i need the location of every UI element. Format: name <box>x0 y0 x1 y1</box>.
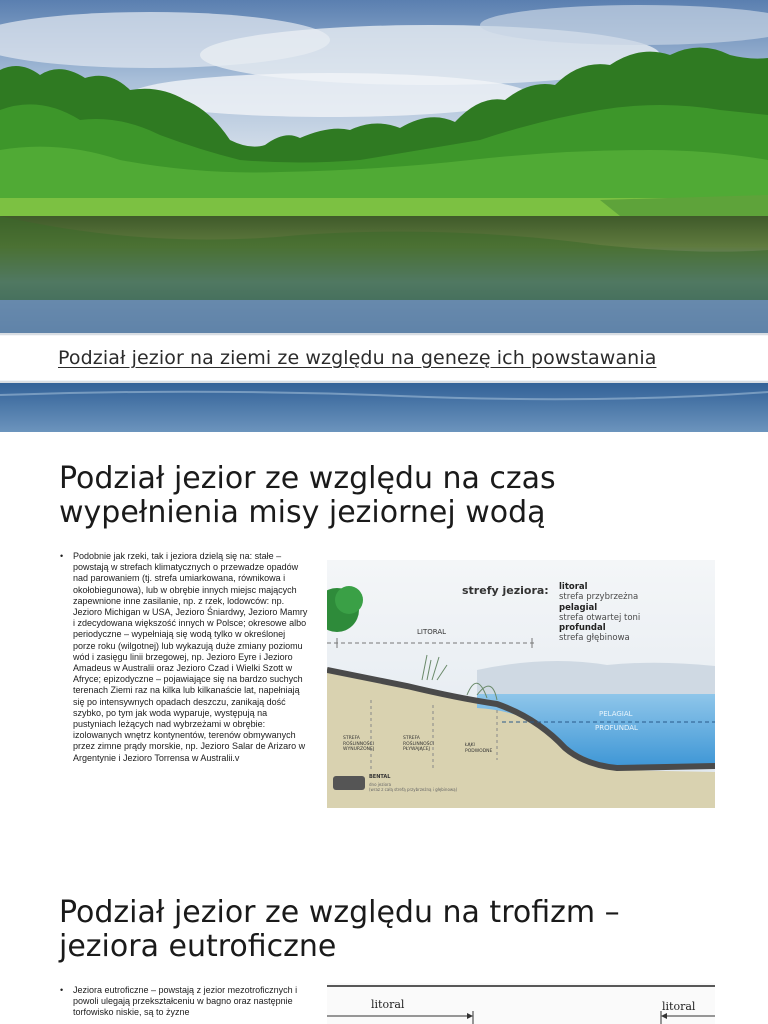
title-slide <box>0 0 768 432</box>
zone-floating-line-3: PŁYWAJĄCEJ <box>403 747 430 752</box>
zone-meadow-line-1: ŁĄKI <box>465 743 475 748</box>
pelagial-label: PELAGIAL <box>599 710 633 718</box>
legend-term-litoral: litoral <box>559 582 588 592</box>
slide-heading <box>59 462 709 530</box>
slide3-heading <box>59 896 709 964</box>
legend-desc-litoral: strefa przybrzeżna <box>559 592 639 603</box>
litoral-right-label: litoral <box>662 1000 696 1013</box>
litoral-left-label: litoral <box>371 998 405 1011</box>
bental-line-2: (wraz z całą strefą przybrzeżną i głębinową) <box>369 787 458 792</box>
zone-floating-line-2: ROŚLINNOŚCI <box>403 741 434 747</box>
zone-emergent-line-3: WYNURZONEJ <box>343 747 375 752</box>
lake-profile-illustration <box>327 560 715 808</box>
slide3-heading-line-2: jeziora eutroficzne <box>59 929 337 964</box>
zone-meadow-line-2: PODWODNE <box>465 748 493 754</box>
litoral-label: LITORAL <box>417 628 447 636</box>
zone-meadow-label <box>465 743 492 754</box>
slide3-bullet-text: Jeziora eutroficzne – powstają z jezior mezotroficznych i powoli ulegają przekształceniu w bagno oraz następnie torfowisko niskie, są to żyzne <box>73 985 298 1018</box>
bental-label: BENTAL <box>369 774 391 780</box>
legend-term-pelagial: pelagial <box>559 602 598 613</box>
slide3-bullet-dot: • <box>60 985 64 995</box>
zone-floating-label <box>403 736 434 753</box>
legend-desc-pelagial: strefa otwartej toni <box>559 612 641 623</box>
heading-line-2: wypełnienia misy jeziornej wodą <box>59 495 546 530</box>
legend-title: strefy jeziora: <box>462 584 549 597</box>
legend-desc-profundal: strefa głębinowa <box>559 633 630 644</box>
profundal-label: PROFUNDAL <box>595 724 638 732</box>
zone-floating-line-1: STREFA <box>403 736 420 741</box>
slide3-heading-line-1: Podział jezior ze względu na trofizm – <box>59 895 620 930</box>
bental-description <box>369 782 457 792</box>
title-band <box>0 333 768 383</box>
zone-emergent-line-2: ROŚLINNOŚCI <box>343 741 374 747</box>
bullet-text: Podobnie jak rzeki, tak i jeziora dzielą się na: stałe – powstają w strefach klimatycznych o przewadze opadów nad parowaniem (tj. strefa umiarkowana, równikowa i okołobiegunowa), lub w obrębie innych miejsc mających zapewnione inne zasilanie, np. z rzek, lodowców: np. Jezioro Michigan w USA, Jezioro Śniardwy, Jezioro Mamry i zdecydowana większość innych w Polsce; okresowe albo periodyczne – wypełniają się wodą tylko w określonej porze roku (wilgotnej) lub wykazują duże zmiany poziomu wód i zasięgu linii brzegowej, np. Jezioro Eyre i Jezioro Amadeus w Australii oraz Jezioro Czad i Wielki Szott w Afryce; epizodyczne – pojawiające się na bardzo suchych terenach Ziemi raz na kilka lub kilkanaście lat, napełniają się po intensywnych opadach deszczu, zanikają dość szybko, po tym jak woda wyparuje, występują na pustyniach leżących nad wybrzeżami w obrębie: izolowanych wnętrz kontynentów, terenów obmywanych przez zimne prądy morskie, np. Jezioro Salar de Arizaro w Argentynie i Jezioro Torrensa w Australii.v <box>73 551 308 763</box>
bental-line-1: dno jeziora <box>369 782 392 787</box>
heading-line-1: Podział jezior ze względu na czas <box>59 461 556 496</box>
zone-emergent-label <box>343 736 374 753</box>
zone-emergent-line-1: STREFA <box>343 736 360 741</box>
bullet-dot: • <box>60 551 64 561</box>
trophic-diagram <box>327 983 715 1024</box>
slide3-bullet-paragraph <box>60 985 310 1019</box>
legend-term-profundal: profundal <box>559 623 606 634</box>
lake-zones-diagram <box>327 560 715 808</box>
zone-legend <box>559 582 640 644</box>
slide-title: Podział jezior na ziemi ze względu na genezę ich powstawania <box>58 347 657 369</box>
bullet-paragraph <box>60 551 310 764</box>
